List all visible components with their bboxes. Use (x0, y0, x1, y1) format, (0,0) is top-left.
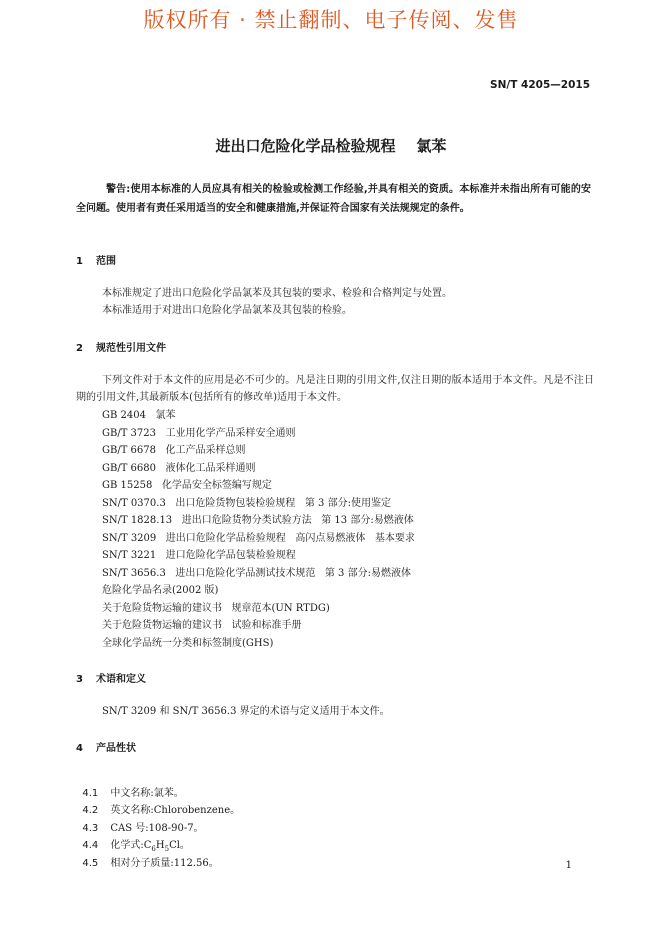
property-number: 4.5 (82, 858, 99, 869)
formula-suffix: Cl。 (169, 840, 190, 851)
property-text: 中文名称:氯苯。 (110, 788, 184, 799)
reference-item: SN/T 3221 进口危险化学品包装检验规程 (102, 550, 296, 561)
section-number: 1 (76, 256, 83, 267)
section-2-intro: 下列文件对于本文件的应用是必不可少的。凡是注日期的引用文件,仅注日期的版本适用于本文件。凡是不注日期的引用文件,其最新版本(包括所有的修改单)适用于本文件。 (76, 375, 594, 403)
property-number: 4.2 (82, 805, 99, 816)
reference-item: 危险化学品名录(2002 版) (102, 585, 219, 596)
property-text: CAS 号:108-90-7。 (110, 823, 204, 834)
reference-item: GB/T 6680 液体化工品采样通则 (102, 463, 256, 474)
formula-subscript: 5 (164, 845, 170, 853)
section-title: 范围 (96, 256, 116, 267)
reference-item: SN/T 3209 进出口危险化学品检验规程 高闪点易燃液体 基本要求 (102, 533, 415, 544)
standard-code: SN/T 4205—2015 (490, 79, 590, 91)
section-3-paragraph: SN/T 3209 和 SN/T 3656.3 界定的术语与定义适用于本文件。 (102, 706, 390, 717)
reference-item: GB/T 3723 工业用化学产品采样安全通则 (102, 428, 296, 439)
property-text: 相对分子质量:112.56。 (110, 858, 219, 869)
page-number: 1 (565, 860, 572, 871)
reference-item: 关于危险货物运输的建议书 试验和标准手册 (102, 620, 302, 631)
property-number: 4.4 (82, 840, 99, 851)
section-title: 产品性状 (96, 743, 136, 754)
property-number: 4.3 (82, 823, 99, 834)
formula-prefix: 化学式:C (110, 840, 152, 851)
reference-item: SN/T 1828.13 进出口危险货物分类试验方法 第 13 部分:易燃液体 (102, 515, 414, 526)
reference-item: GB 15258 化学品安全标签编写规定 (102, 480, 272, 491)
reference-item: SN/T 3656.3 进出口危险化学品测试技术规范 第 3 部分:易燃液体 (102, 568, 411, 579)
section-3-heading (76, 670, 146, 685)
section-number: 4 (76, 743, 83, 754)
section-2-heading (76, 339, 166, 354)
property-number: 4.1 (82, 788, 99, 799)
section-1-paragraph-1: 本标准规定了进出口危险化学品氯苯及其包装的要求、检验和合格判定与处置。 (102, 288, 452, 299)
section-number: 2 (76, 343, 83, 354)
formula-subscript: 6 (151, 845, 156, 853)
formula-mid: H (155, 840, 165, 851)
section-title: 规范性引用文件 (96, 343, 166, 354)
warning-paragraph: 警告:使用本标准的人员应具有相关的检验或检测工作经验,并具有相关的资质。本标准并未指出所有可能的安全问题。使用者有责任采用适当的安全和健康措施,并保证符合国家有关法规规定的条件。 (76, 184, 591, 214)
property-text: 英文名称:Chlorobenzene。 (110, 805, 241, 816)
section-number: 3 (76, 674, 83, 685)
document-title: 进出口危险化学品检验规程 氯苯 (215, 137, 447, 155)
section-1-paragraph-2: 本标准适用于对进出口危险化学品氯苯及其包装的检验。 (102, 305, 352, 316)
reference-item: SN/T 0370.3 出口危险货物包装检验规程 第 3 部分:使用鉴定 (102, 498, 391, 509)
section-4-heading (76, 739, 136, 754)
reference-item: 全球化学品统一分类和标签制度(GHS) (102, 638, 274, 649)
reference-item: GB/T 6678 化工产品采样总则 (102, 445, 246, 456)
reference-item: 关于危险货物运输的建议书 规章范本(UN RTDG) (102, 603, 330, 614)
copyright-watermark: 版权所有 · 禁止翻制、电子传阅、发售 (143, 8, 519, 32)
property-item (76, 843, 219, 869)
section-title: 术语和定义 (96, 674, 146, 685)
section-1-heading (76, 252, 116, 267)
reference-item: GB 2404 氯苯 (102, 410, 176, 421)
